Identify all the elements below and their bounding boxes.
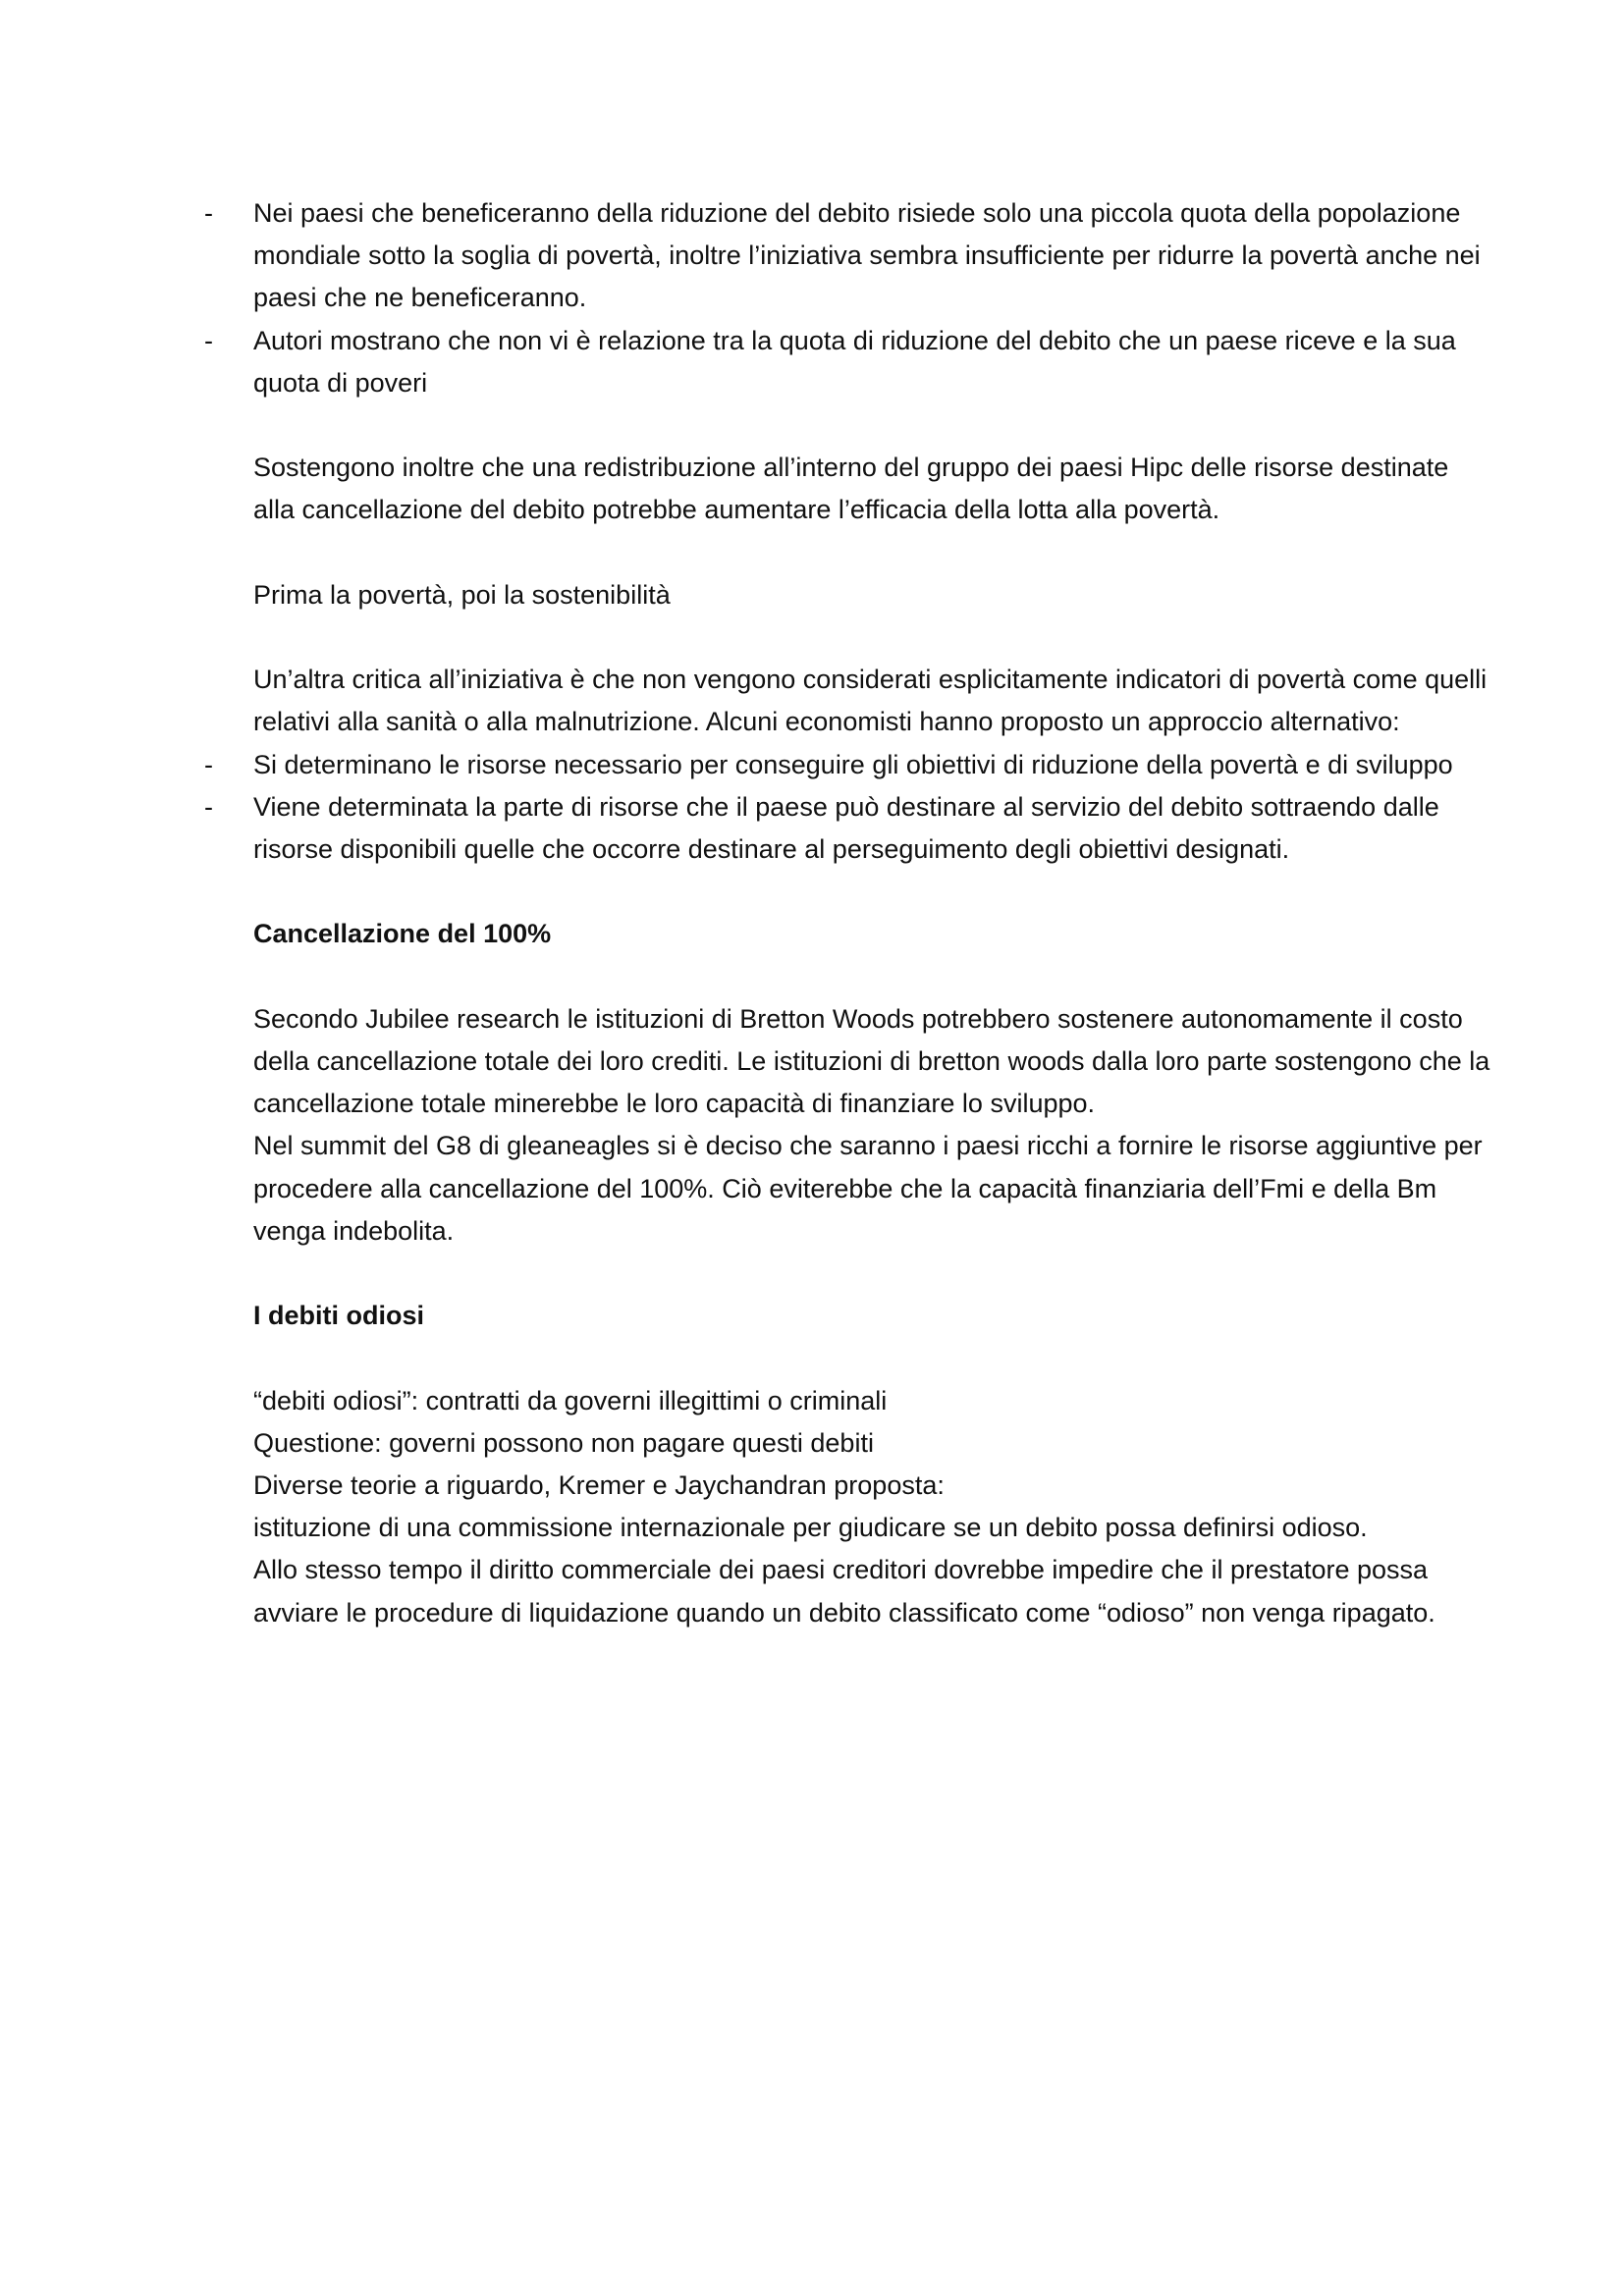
subtitle-poverta: Prima la povertà, poi la sostenibilità xyxy=(253,579,671,610)
spacer xyxy=(253,616,1490,659)
text-line: istituzione di una commissione internazionale per giudicare se un debito possa definirsi odioso. xyxy=(253,1513,1368,1543)
bullet-dash: - xyxy=(204,198,213,228)
bullet-text: Autori mostrano che non vi è relazione tra la quota di riduzione del debito che un paese riceve e la sua quota di poveri xyxy=(253,325,1456,398)
bullet-dash: - xyxy=(204,749,213,779)
spacer xyxy=(253,404,1490,447)
list-item xyxy=(204,192,1490,320)
text-line: Questione: governi possono non pagare questi debiti xyxy=(253,1427,874,1458)
paragraph-jubilee: Secondo Jubilee research le istituzioni di Bretton Woods potrebbero sostenere autonomamente il costo della cancellazione totale dei loro crediti. Le istituzioni di bretton woods dalla loro parte sostengono che la cancellazione totale minerebbe le loro capacità di finanziare lo sviluppo. xyxy=(253,1003,1490,1119)
paragraph-critica: Un’altra critica all’iniziativa è che non vengono considerati esplicitamente indicatori di povertà come quelli relativi alla sanità o alla malnutrizione. Alcuni economisti hanno proposto un approccio alternativo: xyxy=(253,665,1488,737)
list-item xyxy=(204,320,1490,404)
text-line: “debiti odiosi”: contratti da governi illegittimi o criminali xyxy=(253,1385,888,1415)
bullet-dash: - xyxy=(204,325,213,355)
paragraph-g8: Nel summit del G8 di gleaneagles si è deciso che saranno i paesi ricchi a fornire le risorse aggiuntive per procedere alla cancellazione del 100%. Ciò eviterebbe che la capacità finanziaria dell’Fmi e della Bm venga indebolita. xyxy=(253,1131,1483,1246)
spacer xyxy=(253,1253,1490,1295)
bullet-text: Nei paesi che beneficeranno della riduzione del debito risiede solo una piccola quota della popolazione mondiale sotto la soglia di povertà, inoltre l’iniziativa sembra insufficiente per ridurre la povertà anche nei paesi che ne beneficeranno. xyxy=(253,198,1481,313)
spacer xyxy=(253,871,1490,913)
paragraph-diritto: Allo stesso tempo il diritto commerciale dei paesi creditori dovrebbe impedire che il prestatore possa avviare le procedure di liquidazione quando un debito classificato come “odioso” non venga ripagato. xyxy=(253,1555,1435,1628)
document-body xyxy=(204,192,1490,1634)
spacer xyxy=(253,1337,1490,1379)
spacer xyxy=(253,532,1490,574)
heading-debiti-odiosi: I debiti odiosi xyxy=(253,1301,424,1331)
bullet-dash: - xyxy=(204,791,213,822)
bullet-text: Si determinano le risorse necessario per conseguire gli obiettivi di riduzione della povertà e di sviluppo xyxy=(253,749,1453,779)
paragraph-redistribuzione: Sostengono inoltre che una redistribuzione all’interno del gruppo dei paesi Hipc delle risorse destinate alla cancellazione del debito potrebbe aumentare l’efficacia della lotta alla povertà. xyxy=(253,453,1449,525)
bullet-text: Viene determinata la parte di risorse che il paese può destinare al servizio del debito sottraendo dalle risorse disponibili quelle che occorre destinare al perseguimento degli obiettivi designati. xyxy=(253,791,1439,864)
spacer xyxy=(253,956,1490,998)
text-line: Diverse teorie a riguardo, Kremer e Jaychandran proposta: xyxy=(253,1469,945,1500)
heading-cancellazione: Cancellazione del 100% xyxy=(253,919,552,949)
list-item xyxy=(204,744,1490,786)
list-item xyxy=(204,786,1490,871)
